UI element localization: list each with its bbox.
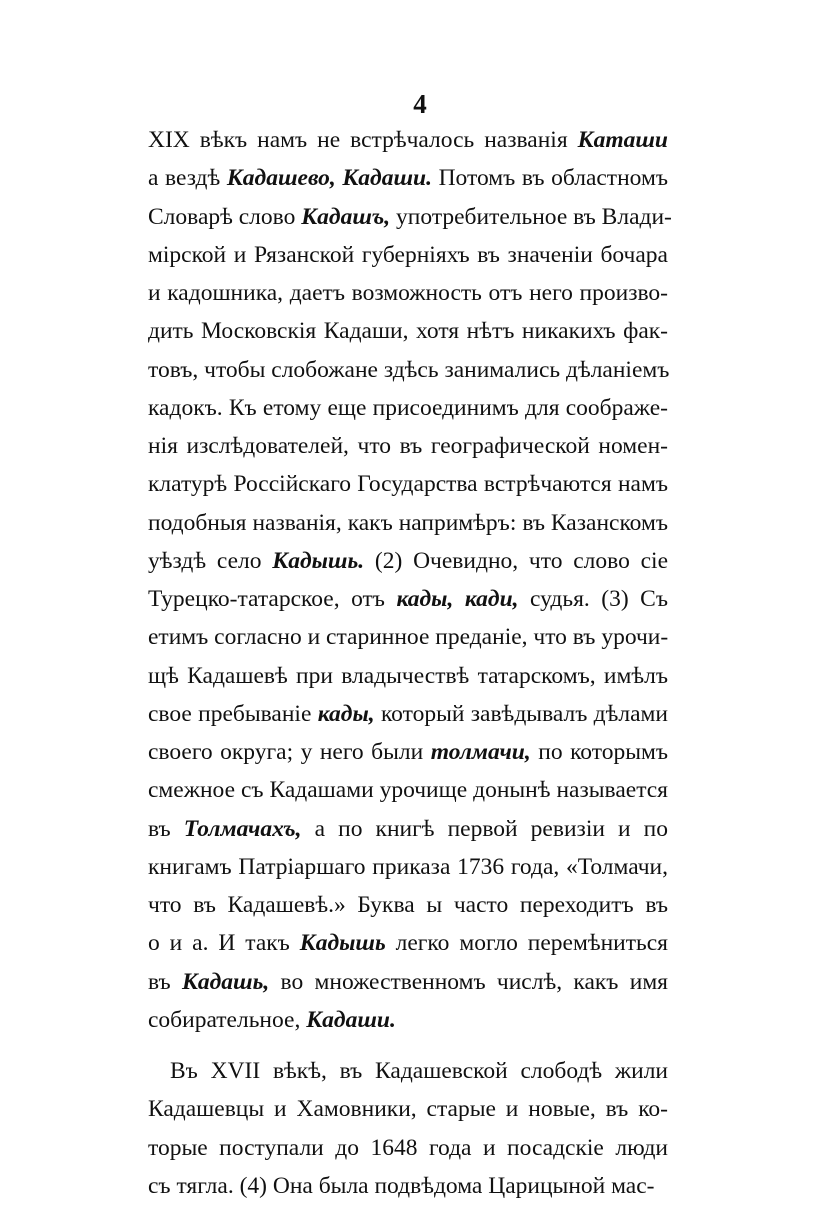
text-line — [148, 121, 668, 159]
text-line — [148, 1129, 668, 1167]
line-text: а по книгѣ первой ревизіи и по — [301, 815, 668, 842]
line-text: своего округа; у него были — [148, 739, 431, 765]
line-text: съ тягла. (4) Она была подвѣдома Царицыной мас- — [148, 1172, 655, 1199]
line-text: товъ, чтобы слобожане здѣсь занимались дѣланіемъ — [148, 356, 670, 383]
line-text: что въ Кадашевѣ.» Буква ы часто переходитъ въ — [148, 892, 668, 918]
line-text: судья. (3) Съ — [518, 586, 668, 612]
line-text: етимъ согласно и старинное преданіе, что въ урочи- — [148, 624, 669, 651]
italic-term: Кадашево, Кадаши. — [226, 165, 432, 192]
text-line — [148, 1052, 668, 1090]
line-text: свое пребываніе — [148, 700, 318, 727]
text-line — [148, 159, 668, 197]
italic-term: Кадашъ, — [301, 203, 391, 230]
text-line — [148, 427, 668, 465]
line-text: во множественномъ числѣ, какъ имя — [269, 968, 668, 995]
italic-term: кады, — [317, 700, 375, 727]
line-text: Турецко-татарское, отъ — [148, 586, 397, 612]
text-line — [148, 580, 668, 618]
text-line — [148, 963, 668, 1001]
line-text: Потомъ въ областномъ — [431, 165, 668, 192]
line-text: смежное съ Кадашами урочище донынѣ называется — [148, 777, 668, 804]
text-line — [148, 1167, 668, 1205]
text-line — [148, 848, 668, 886]
line-text: легко могло перемѣниться — [385, 930, 668, 957]
line-text: о и а. И такъ — [148, 930, 300, 957]
line-text: употребительное въ Влади- — [390, 203, 672, 230]
text-line — [148, 733, 668, 771]
paragraph-1 — [148, 121, 672, 1039]
text-line — [148, 886, 668, 924]
text-line — [148, 695, 668, 733]
line-text: подобныя названія, какъ напримѣръ: въ Казанскомъ — [148, 509, 668, 536]
text-line — [148, 465, 668, 503]
line-text: дить Московскія Кадаши, хотя нѣтъ никакихъ фак- — [148, 318, 668, 345]
text-line — [148, 924, 668, 962]
text-line — [148, 274, 668, 312]
line-text: уѣздѣ село — [148, 547, 273, 574]
line-text: мірской и Рязанской губерніяхъ въ значеніи бочара — [148, 241, 668, 268]
text-line — [148, 504, 668, 542]
text-line — [148, 198, 672, 236]
line-text: въ — [148, 968, 182, 995]
line-text: книгамъ Патріаршаго приказа 1736 года, «Толмачи, — [148, 853, 668, 880]
line-text: а вездѣ — [148, 165, 227, 192]
text-line — [148, 542, 668, 580]
paragraph-2 — [148, 1052, 668, 1205]
text-line — [148, 771, 668, 809]
line-text: по которымъ — [530, 739, 669, 765]
text-line — [148, 236, 668, 274]
line-text: собирательное, — [148, 1006, 307, 1033]
page-number: 4 — [413, 89, 427, 119]
line-text: щѣ Кадашевѣ при владычествѣ татарскомъ, имѣлъ — [148, 662, 668, 689]
text-line — [148, 618, 668, 656]
line-text: кадокъ. Къ етому еще присоединимъ для соображе- — [148, 394, 668, 421]
line-text: который завѣдывалъ дѣлами — [374, 700, 668, 727]
italic-term: Толмачахъ, — [183, 815, 302, 842]
italic-term: Кадашь, — [181, 968, 270, 995]
text-line — [148, 1090, 668, 1128]
line-text: Кадашевцы и Хамовники, старые и новые, въ ко- — [148, 1096, 668, 1123]
italic-term: Каташи — [577, 127, 668, 153]
italic-term: Кадаши. — [306, 1006, 396, 1033]
body-text — [148, 121, 672, 1205]
line-text: Словарѣ слово — [148, 203, 302, 230]
text-line — [148, 810, 668, 848]
text-line — [148, 657, 668, 695]
italic-term: Кадышь — [299, 930, 386, 957]
line-text: (2) Очевидно, что слово сіе — [364, 547, 668, 574]
line-text: XIX вѣкъ намъ не встрѣчалось названія — [148, 127, 578, 153]
text-line — [148, 1001, 668, 1039]
text-line — [148, 389, 668, 427]
line-text: Въ XVII вѣкѣ, въ Кадашевской слободѣ жили — [170, 1058, 668, 1084]
line-text: торые поступали до 1648 года и посадскіе люди — [148, 1134, 668, 1161]
paragraph-gap — [148, 1039, 668, 1052]
line-text: клатурѣ Россійскаго Государства встрѣчаются намъ — [148, 471, 668, 498]
italic-term: толмачи, — [430, 739, 531, 765]
text-line — [148, 351, 668, 389]
line-text: и кадошника, даетъ возможность отъ него произво- — [148, 280, 668, 306]
line-text: нія изслѣдователей, что въ географической номен- — [148, 433, 668, 459]
line-text: въ — [148, 815, 184, 842]
italic-term: кады, кади, — [396, 586, 519, 612]
text-line — [148, 312, 668, 350]
italic-term: Кадышь. — [272, 547, 365, 574]
